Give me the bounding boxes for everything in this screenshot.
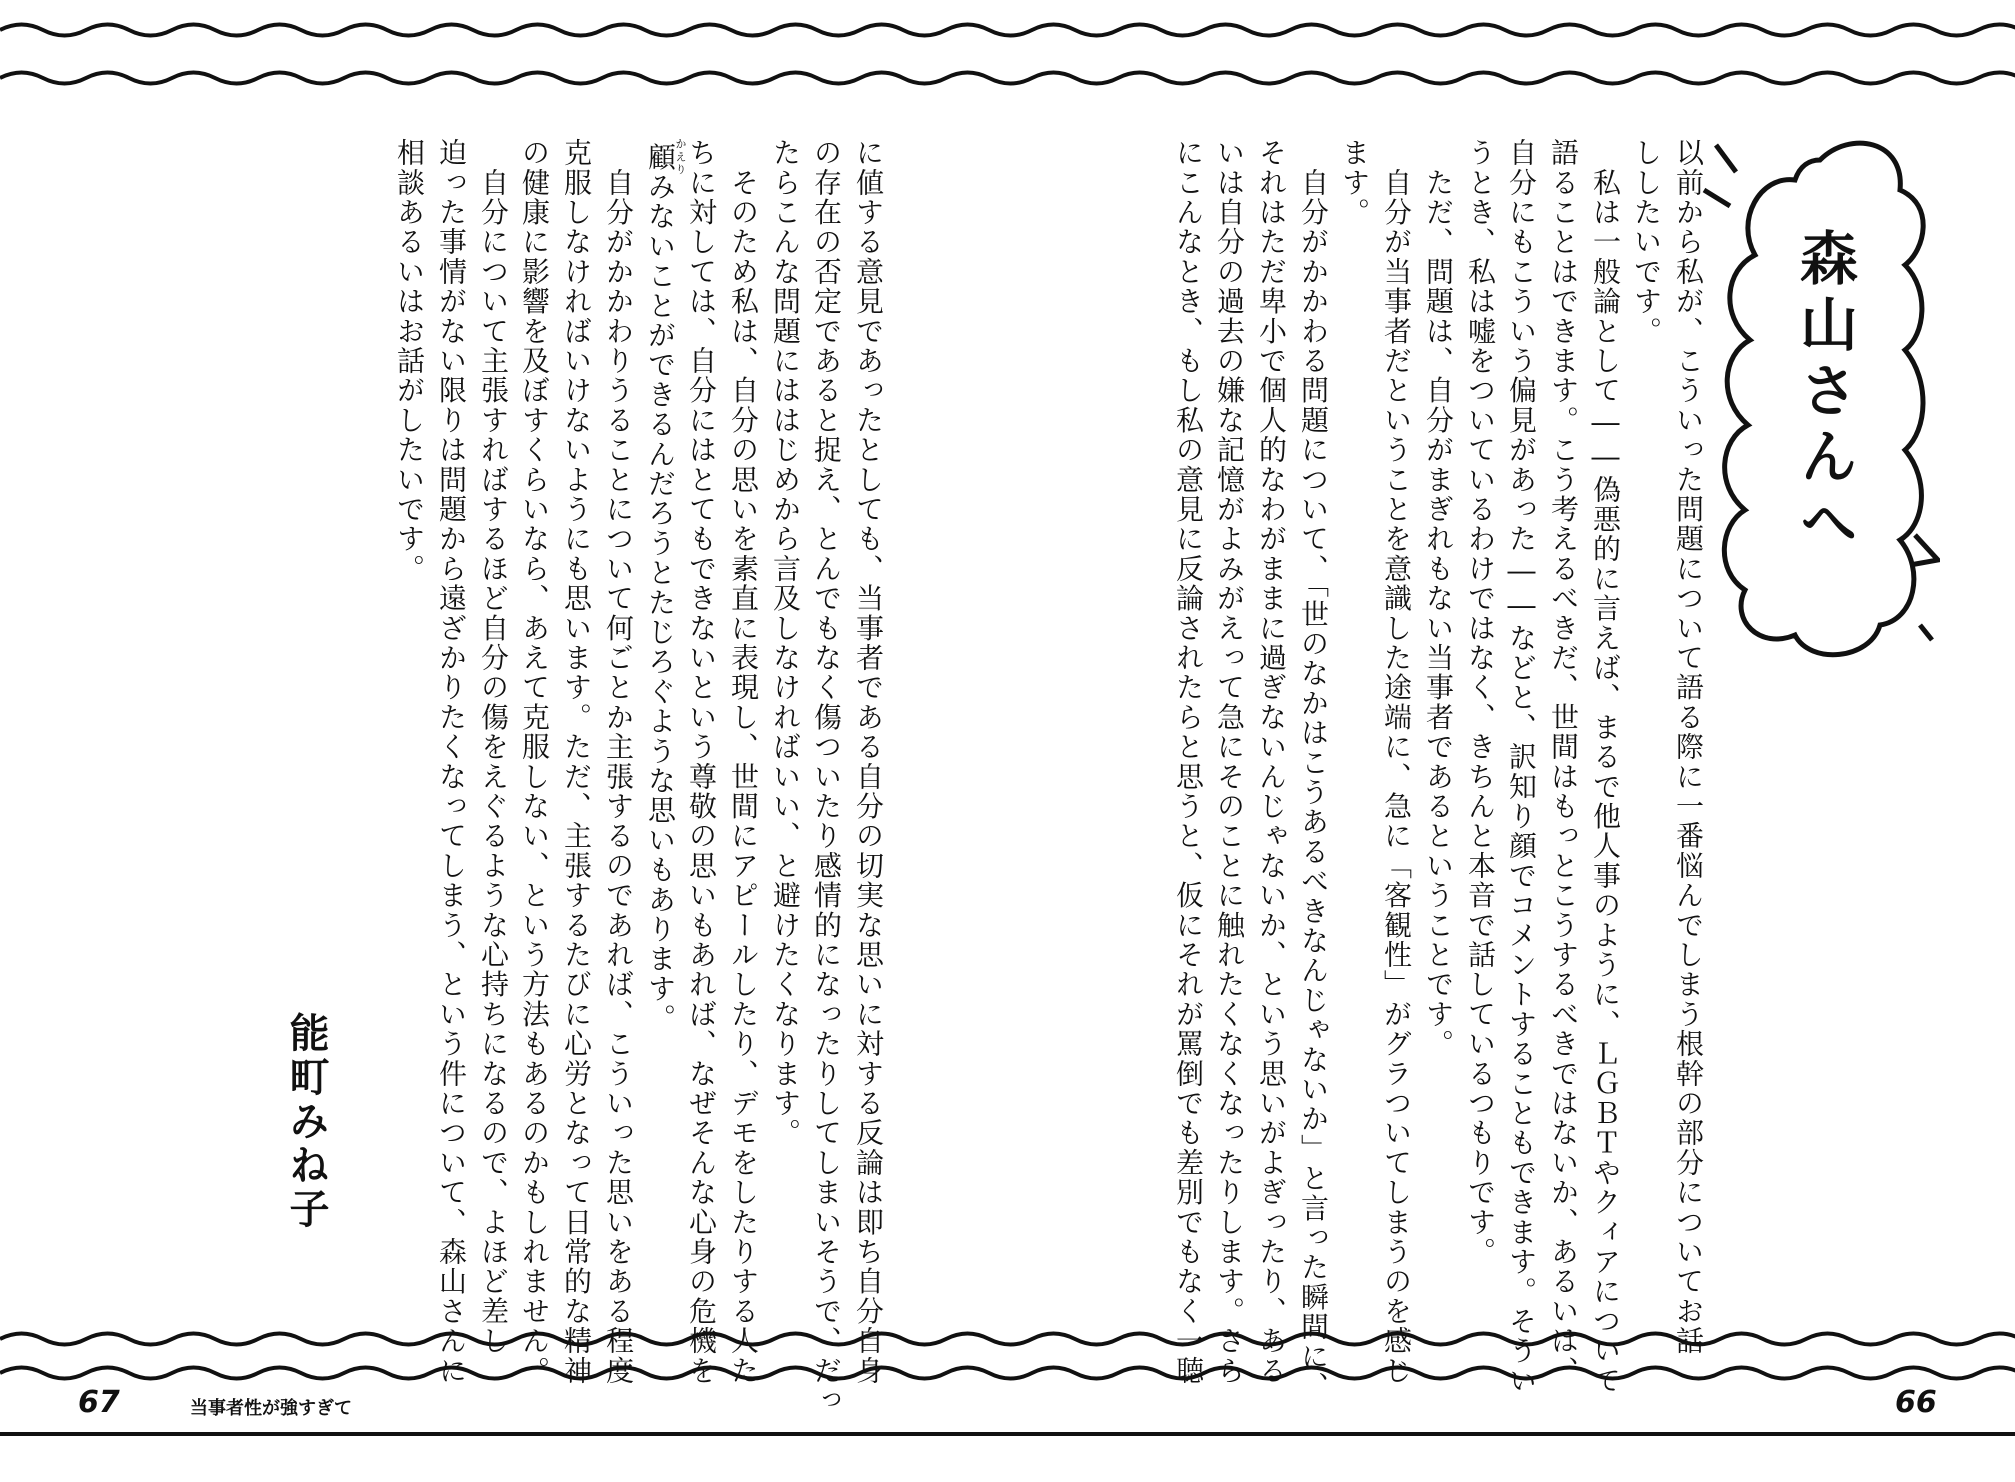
text-column: ししたいです。 [1630, 138, 1663, 346]
text-column: 私は一般論として――偽悪的に言えば、まるで他人事のように、ＬＧＢＴやクィアについて [1589, 138, 1622, 1396]
text-column: 自分がかかわりうることについて何ごとか主張するのであれば、こういった思いをある程度 [602, 138, 635, 1386]
text-column: それはただ卑小で個人的なわがままに過ぎないんじゃないか、という思いがよぎったり、ある [1255, 138, 1288, 1386]
ruby-annotation: 顧かえり [644, 138, 687, 177]
text-column: いは自分の過去の嫌な記憶がよみがえって急にそのことに触れたくなくなったりします。さら [1213, 138, 1246, 1386]
text-column: 顧かえりみないことができるんだろうとたじろぐような思いもあります。 [644, 138, 687, 1034]
text-column: 以前から私が、こういった問題について語る際に一番悩んでしまう根幹の部分についてお話 [1672, 138, 1705, 1356]
article-heading: 森山さんへ [1790, 228, 1858, 558]
text-column: 語ることはできます。こう考えるべきだ、世間はもっとこうするべきではないか、あるいは、 [1547, 138, 1580, 1386]
text-column: ちに対しては、自分にはとてもできないという尊敬の思いもあれば、なぜそんな心身の危機を [685, 138, 718, 1386]
footer-rule [0, 1432, 2015, 1436]
author-name: 能町みね子 [283, 1012, 329, 1232]
running-title: 当事者性が強すぎて [190, 1398, 352, 1419]
text-column: 自分について主張すればするほど自分の傷をえぐるような心持ちになるので、よほど差し [477, 138, 510, 1356]
text-column: 自分にもこういう偏見があった――などと、訳知り顔でコメントすることもできます。そうい [1505, 138, 1538, 1396]
text-column: 自分が当事者だということを意識した途端に、急に「客観性」がグラついてしまうのを感じ [1380, 138, 1413, 1386]
text-column: 相談あるいはお話がしたいです。 [393, 138, 426, 584]
left-page-number: 67 [78, 1385, 120, 1420]
text-column: ます。 [1338, 138, 1371, 228]
text-column: に値する意見であったとしても、当事者である自分の切実な思いに対する反論は即ち自分自身 [852, 138, 885, 1386]
bottom-wave-border [0, 1325, 2015, 1385]
text-column: にこんなとき、もし私の意見に反論されたらと思うと、仮にそれが罵倒でも差別でもなく一聴 [1172, 138, 1205, 1386]
right-page-number: 66 [1895, 1385, 1937, 1420]
text-column: 自分がかかわる問題について、「世のなかはこうあるべきなんじゃないか」と言った瞬間に、 [1297, 138, 1330, 1402]
top-wave-border [0, 0, 2015, 100]
text-column: 克服しなければいけないようにも思います。ただ、主張するたびに心労となって日常的な精神 [560, 138, 593, 1386]
text-column: たらこんな問題にははじめから言及しなければいい、と避けたくなります。 [769, 138, 802, 1148]
text-column: そのため私は、自分の思いを素直に表現し、世間にアピールしたり、デモをしたりする人た [727, 138, 760, 1386]
text-column: の健康に影響を及ぼすくらいなら、あえて克服しない、という方法もあるのかもしれません。 [518, 138, 551, 1386]
text-column: 迫った事情がない限りは問題から遠ざかりたくなってしまう、という件について、森山さんに [435, 138, 468, 1386]
text-column: の存在の否定であると捉え、とんでもなく傷ついたり感情的になったりしてしまいそうで、だっ [810, 138, 843, 1416]
text-column: ただ、問題は、自分がまぎれもない当事者であるということです。 [1422, 138, 1455, 1059]
text-column: うとき、私は嘘をついているわけではなく、きちんと本音で話しているつもりです。 [1464, 138, 1497, 1267]
